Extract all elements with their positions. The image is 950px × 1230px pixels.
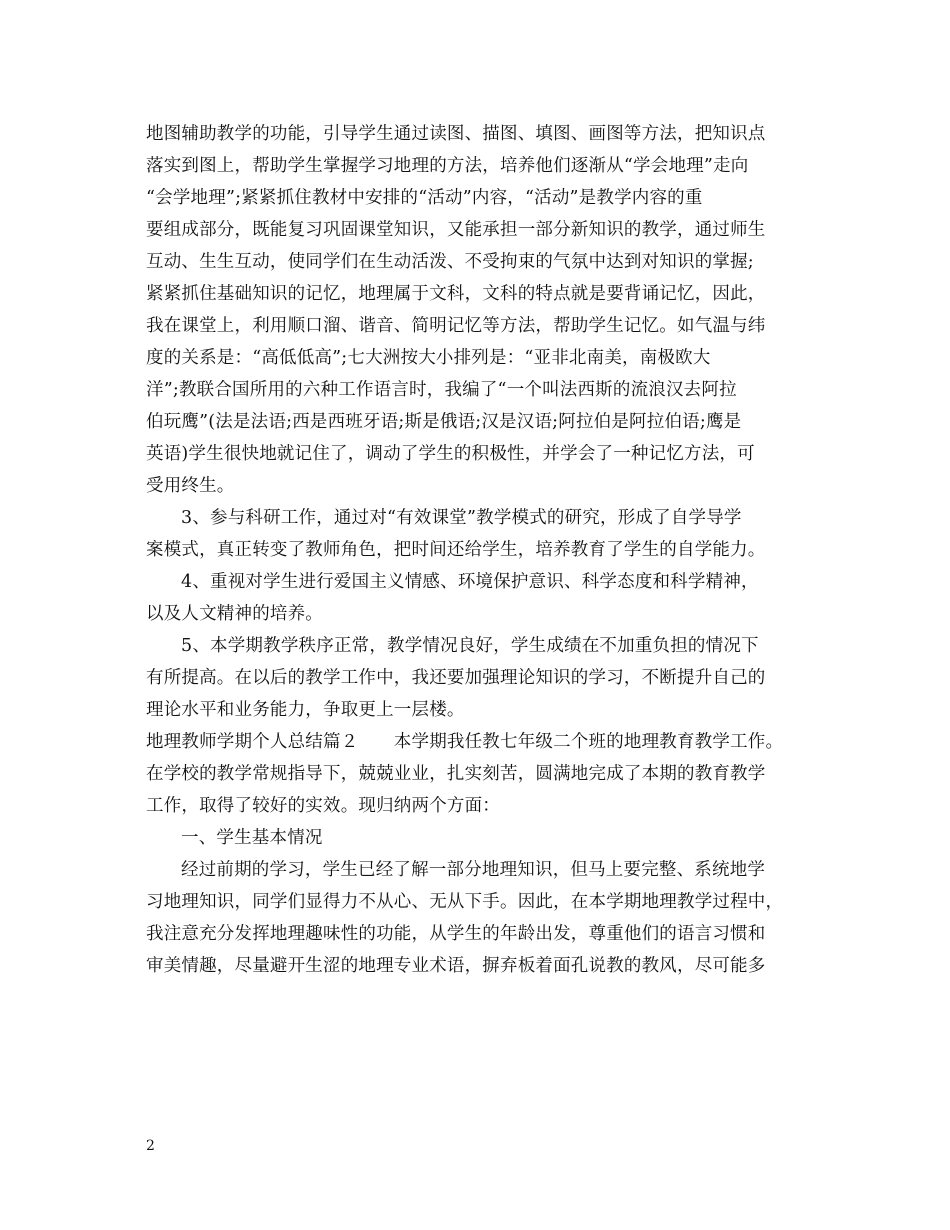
text-line: 地图辅助教学的功能，引导学生通过读图、描图、填图、画图等方法，把知识点 [146,124,766,144]
text-line: 审美情趣，尽量避开生涩的地理专业术语，摒弃板着面孔说教的教风，尽可能多 [146,956,766,976]
text-line: 要组成部分，既能复习巩固课堂知识，又能承担一部分新知识的教学，通过师生 [146,220,766,240]
text-line: 英语)学生很快地就记住了，调动了学生的积极性，并学会了一种记忆方法，可 [146,444,755,464]
text-line: 案模式，真正转变了教师角色，把时间还给学生，培养教育了学生的自学能力。 [146,540,766,560]
text-line: 度的关系是：“高低低高”;七大洲按大小排列是：“亚非北南美，南极欧大 [146,348,711,368]
page-number: 2 [146,1138,155,1154]
text-line: 理论水平和业务能力，争取更上一层楼。 [146,700,465,720]
text-line: 我注意充分发挥地理趣味性的功能，从学生的年龄出发，尊重他们的语言习惯和 [146,924,766,944]
text-line: 洋”;教联合国所用的六种工作语言时，我编了“一个叫法西斯的流浪汉去阿拉 [146,380,737,400]
text-line: 习地理知识，同学们显得力不从心、无从下手。因此，在本学期地理教学过程中， [146,892,784,912]
text-line: 工作，取得了较好的实效。现归纳两个方面： [146,796,500,816]
text-line: 互动、生生互动，使同学们在生动活泼、不受拘束的气氛中达到对知识的掌握; [146,252,754,272]
text-line: 地理教师学期个人总结篇２ 本学期我任教七年级二个班的地理教育教学工作。 [146,732,784,752]
text-line: 以及人文精神的培养。 [146,604,323,624]
text-line: 我在课堂上，利用顺口溜、谐音、简明记忆等方法，帮助学生记忆。如气温与纬 [146,316,766,336]
text-line: 一、学生基本情况 [181,828,323,848]
text-line: 落实到图上，帮助学生掌握学习地理的方法，培养他们逐渐从“学会地理”走向 [146,156,749,176]
text-line: 经过前期的学习，学生已经了解一部分地理知识，但马上要完整、系统地学 [181,860,766,880]
text-line: 4、重视对学生进行爱国主义情感、环境保护意识、科学态度和科学精神， [181,572,759,592]
text-line: 3、参与科研工作，通过对“有效课堂”教学模式的研究，形成了自学导学 [181,508,742,528]
text-line: 在学校的教学常规指导下，兢兢业业，扎实刻苦，圆满地完成了本期的教育教学 [146,764,766,784]
body-text [146,118,814,982]
text-line: “会学地理”;紧紧抓住教材中安排的“活动”内容，“活动”是教学内容的重 [146,188,703,208]
text-line: 伯玩鹰”(法是法语;西是西班牙语;斯是俄语;汉是汉语;阿拉伯是阿拉伯语;鹰是 [146,412,742,432]
text-line: 有所提高。在以后的教学工作中，我还要加强理论知识的学习，不断提升自己的 [146,668,766,688]
text-line: 受用终生。 [146,476,235,496]
text-line: 5、本学期教学秩序正常，教学情况良好，学生成绩在不加重负担的情况下 [181,636,759,656]
text-line: 紧紧抓住基础知识的记忆，地理属于文科，文科的特点就是要背诵记忆，因此， [146,284,766,304]
